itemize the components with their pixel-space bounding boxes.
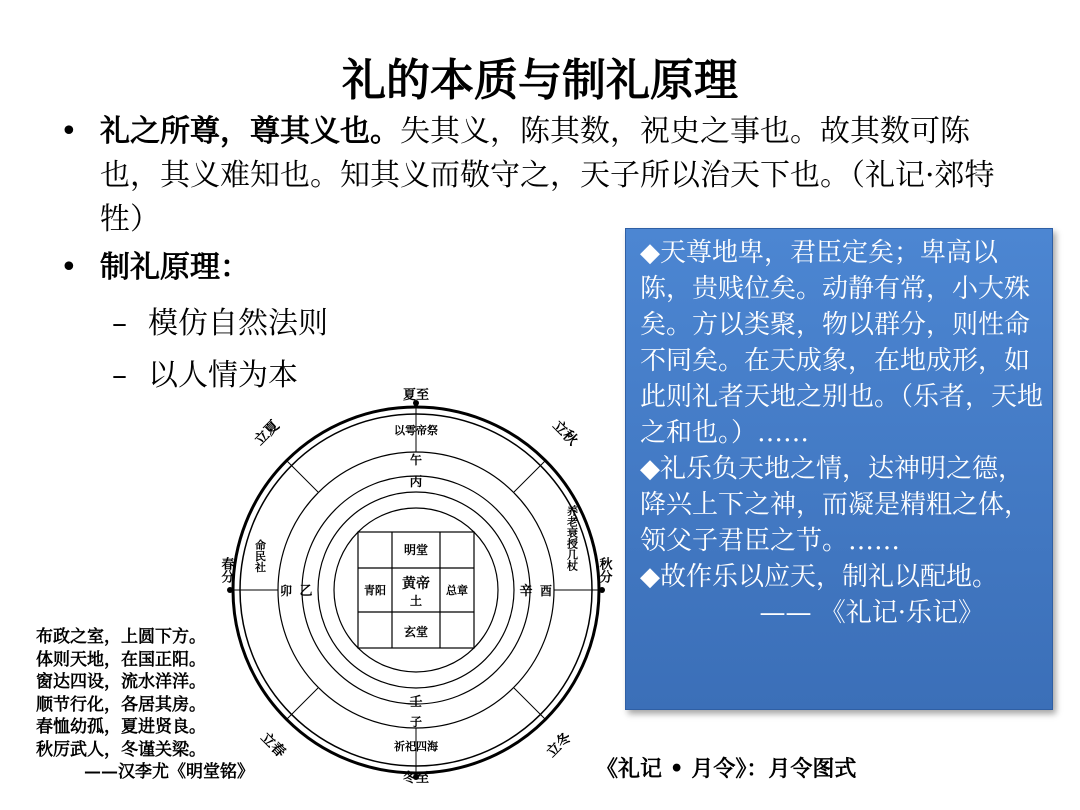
branch-right: 酉 (539, 584, 553, 598)
poem-line: 窗达四设，流水洋洋。 (36, 672, 206, 692)
quote-paragraph-2: ◆礼乐负天地之情，达神明之德，降兴上下之神，而凝是精粗之体，领父子君臣之节。…… (640, 454, 1031, 556)
hall-right: 总章 (446, 584, 468, 597)
quote-citation: —— 《礼记·乐记》 (759, 598, 984, 628)
poem-source: ——汉李尤《明堂铭》 (84, 762, 254, 782)
li-xia-label: 立夏 (251, 417, 283, 449)
ring-note-bottom: 祈祀四海 (394, 740, 438, 753)
stem-left: 乙 (299, 584, 313, 599)
quote-box (625, 228, 1053, 710)
branch-bottom: 子 (409, 715, 423, 729)
autumn-dot (599, 587, 605, 593)
hall-top: 明堂 (403, 543, 429, 557)
bullet-marker: • (60, 114, 78, 149)
bullet-zhi-li-yuan-li (60, 246, 250, 290)
bullet-rest-text: 失其义，陈其数，祝史之事也。故其数可陈也，其义难知也。知其义而敬守之，天子所以治天下也。（礼记·郊特牲） (100, 114, 995, 237)
spring-dot (227, 587, 233, 593)
poem-line: 体则天地，在国正阳。 (36, 649, 206, 670)
winter-solstice-label: 冬至 (402, 771, 430, 786)
autumn-equinox-label: 秋分 (596, 557, 612, 583)
sub-text: 以人情为本 (148, 358, 298, 393)
ring-note-right: 养老衰授几杖 (565, 505, 579, 571)
stem-top: 丙 (409, 475, 423, 490)
ring-note-top: 以雩帝祭 (394, 424, 438, 437)
sub-dash: – (112, 358, 127, 393)
yueling-wheel-diagram (218, 388, 614, 786)
spring-equinox-label: 春分 (218, 557, 234, 583)
center-huangdi: 黄帝 (402, 576, 430, 592)
bullet-bold-text: 礼之所尊，尊其义也。 (100, 114, 400, 149)
sub-bullet-1 (112, 298, 328, 342)
sub-text: 模仿自然法则 (148, 306, 328, 341)
sub-dash: – (112, 306, 127, 341)
quote-paragraph-3: ◆故作乐以应天，制礼以配地。 (640, 562, 998, 592)
bullet-li-zhi-suo-zun (60, 110, 1020, 242)
stem-bottom: 壬 (409, 695, 423, 710)
hall-left: 青阳 (364, 584, 386, 597)
li-chun-label: 立春 (257, 729, 289, 761)
bullet-label: 制礼原理： (100, 250, 250, 285)
bullet-marker: • (60, 250, 78, 285)
slide-title: 礼的本质与制礼原理 (342, 55, 738, 106)
poem-line: 顺节行化，各居其房。 (36, 694, 206, 715)
li-qiu-label: 立秋 (549, 417, 581, 449)
mingtang-inscription (36, 626, 254, 784)
branch-left: 卯 (279, 584, 293, 598)
hall-bottom: 玄堂 (403, 625, 429, 639)
ring-note-left: 命民社 (253, 539, 267, 573)
poem-line: 布政之室，上圆下方。 (36, 627, 206, 647)
bullet-text (100, 110, 1020, 242)
poem-line: 春恤幼孤，夏进贤良。 (36, 717, 206, 737)
summer-solstice-label: 夏至 (402, 388, 430, 403)
center-tu: 土 (409, 594, 423, 608)
li-dong-label: 立冬 (543, 729, 575, 761)
stem-right: 辛 (519, 584, 533, 599)
poem-line: 秋厉武人，冬谨关梁。 (36, 739, 206, 760)
quote-paragraph-1: ◆天尊地卑，君臣定矣；卑高以陈，贵贱位矣。动静有常，小大殊矣。方以类聚，物以群分，则性命不同矣。在天成象，在地成形，如此则礼者天地之别也。（乐者，天地之和也。）…… (640, 238, 1044, 448)
diagram-caption: 《礼记 • 月令》：月令图式 (596, 756, 857, 782)
branch-top: 午 (409, 453, 423, 467)
